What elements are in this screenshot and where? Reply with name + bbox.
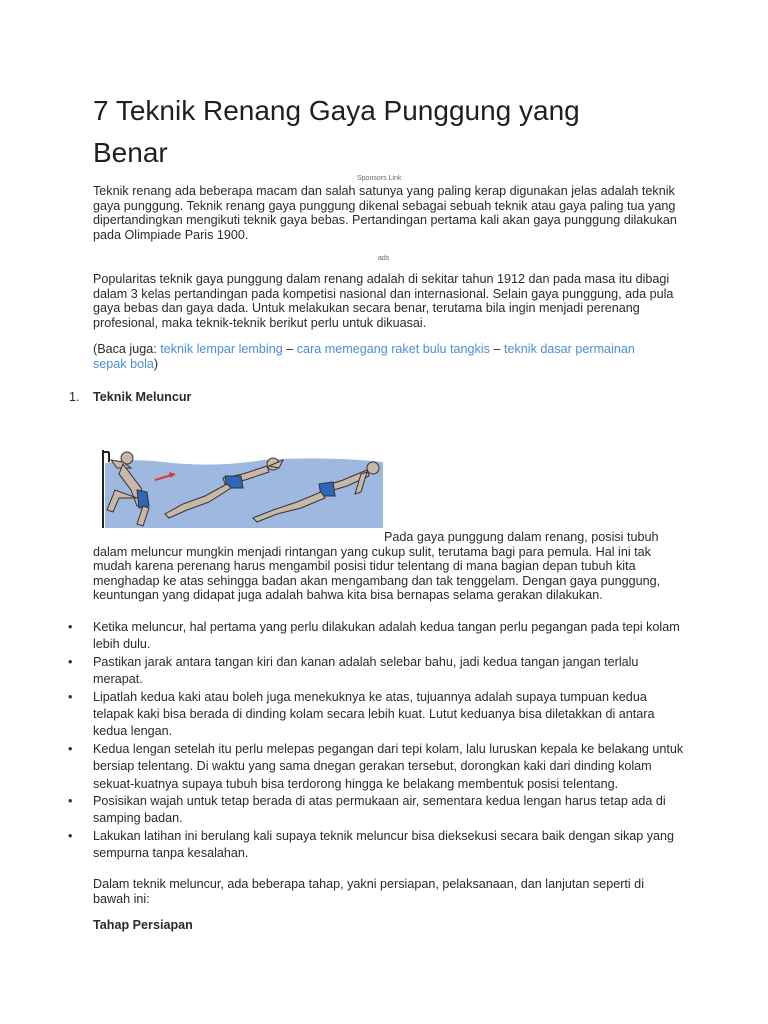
list-item-text: Ketika meluncur, hal pertama yang perlu dilakukan adalah kedua tangan perlu pegangan pada tepi kolam lebih dulu. xyxy=(93,620,680,652)
see-also-prefix: (Baca juga: xyxy=(93,342,161,356)
link-teknik-lempar-lembing[interactable]: teknik lempar lembing xyxy=(160,342,283,356)
list-item-text: Pastikan jarak antara tangan kiri dan kanan adalah selebar bahu, jadi kedua tangan jangan terlalu merapat. xyxy=(93,654,639,687)
list-item xyxy=(66,793,686,828)
technique-steps-list xyxy=(66,619,686,863)
list-item xyxy=(66,689,686,741)
popularity-paragraph: Popularitas teknik gaya punggung dalam renang adalah di sekitar tahun 1912 dan pada masa itu dibagi dalam 3 kelas pertandingan pada kompetisi nasional dan internasional. Selain gaya punggung, ada pula gaya bebas dan gaya dada. Untuk melakukan secara benar, terutama bila ingin menjadi perenang profesional, maka teknik-teknik berikut perlu untuk dikuasai. xyxy=(93,272,674,330)
bullet-dot: • xyxy=(68,741,73,756)
section-number: 1. xyxy=(69,390,80,404)
link-teknik-dasar-sepak-bola[interactable]: teknik dasar permainan sepak bola xyxy=(93,342,635,371)
bullet-dot: • xyxy=(68,828,73,843)
section-heading-teknik-meluncur: Teknik Meluncur xyxy=(93,390,192,404)
intro-paragraph: Teknik renang ada beberapa macam dan salah satunya yang paling kerap digunakan jelas adalah teknik gaya punggung. Teknik renang gaya punggung dikenal sebagai sebuah teknik atau gaya paling tua yang dipertandingkan mengikuti teknik gaya bebas. Pertandingan pertama kali akan gaya punggung dilakukan pada Olimpiade Paris 1900. xyxy=(93,184,677,242)
bullet-dot: • xyxy=(68,794,73,809)
backstroke-glide-illustration xyxy=(93,446,385,530)
list-item xyxy=(66,654,686,689)
list-item xyxy=(66,619,686,654)
see-also-suffix: ) xyxy=(153,356,159,371)
ads-label: ads xyxy=(378,255,390,262)
stage-heading-persiapan: Tahap Persiapan xyxy=(93,918,193,932)
link-cara-memegang-raket[interactable]: cara memegang raket bulu tangkis xyxy=(296,342,490,356)
list-item-text: Lipatlah kedua kaki atau boleh juga menekuknya ke atas, tujuannya adalah supaya tumpuan kedua telapak kaki bisa berada di dinding kolam secara lebih kuat. Lutut keduanya bisa diletakkan di antara kedua lengan. xyxy=(93,689,655,739)
see-also-paragraph xyxy=(93,342,663,371)
bullet-dot: • xyxy=(68,654,73,669)
bullet-dot: • xyxy=(68,689,73,704)
section-body-paragraph: Pada gaya punggung dalam renang, posisi tubuh dalam meluncur mungkin menjadi rintangan yang cukup sulit, terutama bagi para pemula. Hal ini tak mudah karena perenang harus mengambil posisi tidur telentang di mana bagian depan tubuh kita menghadap ke atas sehingga badan akan mengambang dan tak tenggelam. Dengan gaya punggung, keuntungan yang didapat juga adalah bahwa kita bisa bernapas selama gerakan dilakukan. xyxy=(93,530,661,603)
stages-intro-paragraph: Dalam teknik meluncur, ada beberapa tahap, yakni persiapan, pelaksanaan, dan lanjutan seperti di bawah ini: xyxy=(93,877,644,906)
list-item-text: Lakukan latihan ini berulang kali supaya teknik meluncur bisa dieksekusi secara baik dengan sikap yang sempurna tanpa kesalahan. xyxy=(93,828,675,861)
list-item xyxy=(66,828,686,863)
list-item-text: Kedua lengan setelah itu perlu melepas pegangan dari tepi kolam, lalu luruskan kepala ke belakang untuk bersiap telentang. Di waktu yang sama dnegan gerakan tersebut, dorongkan kaki dari dinding kolam sekuat-kuatnya supaya tubuh bisa terdorong hingga ke belakang membentuk posisi telentang. xyxy=(93,741,684,791)
bullet-dot: • xyxy=(68,620,73,634)
list-item xyxy=(66,741,686,793)
see-also-separator-1: – xyxy=(282,342,297,356)
list-item-text: Posisikan wajah untuk tetap berada di atas permukaan air, sementara kedua lengan harus tetap ada di samping badan. xyxy=(93,794,666,826)
see-also-separator-2: – xyxy=(489,342,504,356)
article-title: 7 Teknik Renang Gaya Punggung yang Benar xyxy=(93,95,580,168)
sponsors-link-label: Sponsors Link xyxy=(357,175,402,182)
